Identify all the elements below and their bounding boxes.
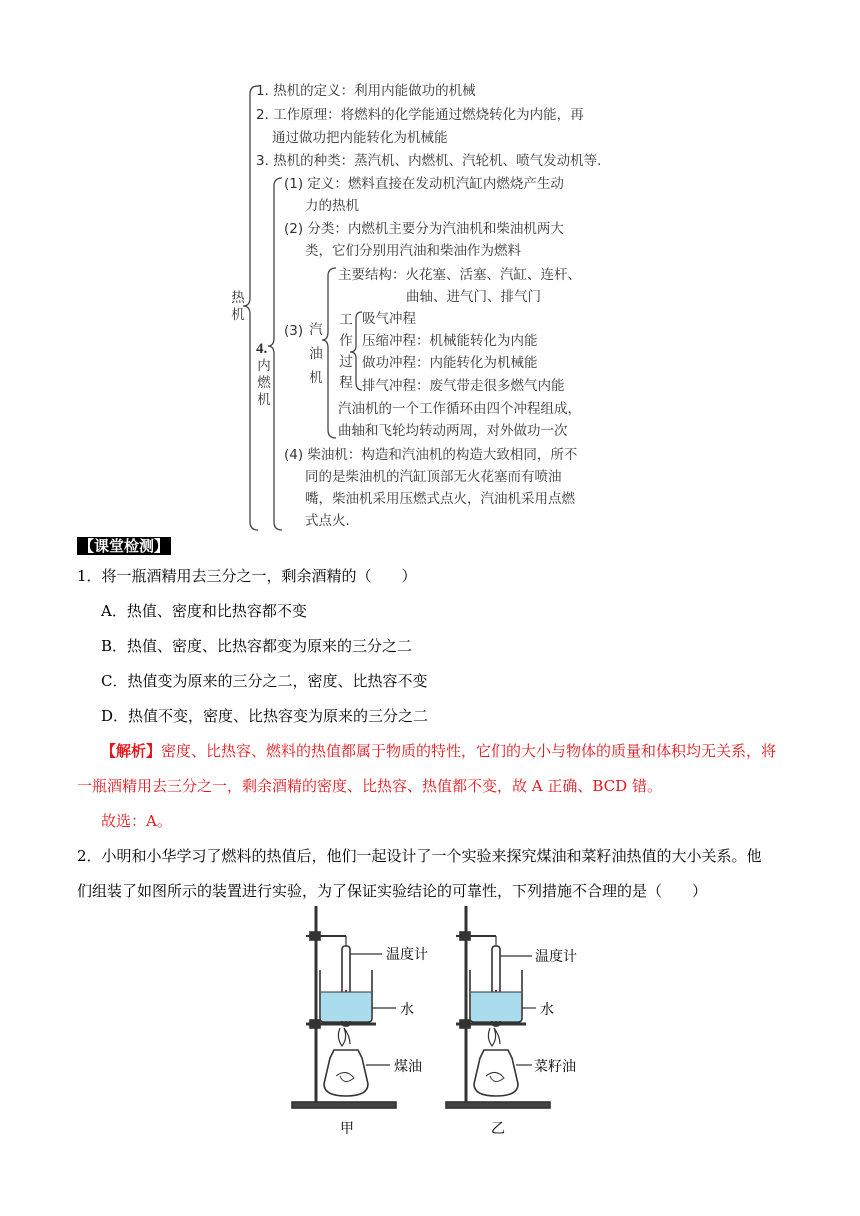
tree-item-3: 3. 热机的种类：蒸汽机、内燃机、汽轮机、喷气发动机等.	[256, 153, 602, 169]
q1-analysis-tag: 【解析】	[101, 742, 162, 760]
left-water	[321, 992, 371, 1021]
right-thermometer-label: 温度计	[535, 949, 577, 965]
structure-line-1: 主要结构：火花塞、活塞、汽缸、连杆、	[338, 267, 581, 283]
concept-tree-figure	[0, 0, 860, 540]
right-caption: 乙	[491, 1121, 505, 1137]
apparatus-drawing	[270, 900, 600, 1140]
q1-option-b: B．热值、密度、比热容都变为原来的三分之二	[101, 637, 413, 655]
q2-stem-line-1: 2．小明和小华学习了燃料的热值后，他们一起设计了一个实验来探究煤油和菜籽油热值的大小关系。他	[77, 847, 762, 865]
right-base	[446, 1102, 550, 1108]
tree-item-4-label: 内燃机	[257, 358, 271, 408]
left-caption: 甲	[340, 1121, 354, 1137]
tree-sub-3-number: (3)	[284, 323, 304, 339]
tree-sub-2-line-1: (2) 分类：内燃机主要分为汽油机和柴油机两大	[284, 221, 564, 237]
stroke-compression: 压缩冲程：机械能转化为内能	[362, 333, 538, 349]
tree-item-2-line-2: 通过做功把内能转化为机械能	[272, 130, 448, 146]
tree-sub-1-line-1: (1) 定义：燃料直接在发动机汽缸内燃烧产生动	[284, 176, 564, 192]
tree-item-2-line-1: 2. 工作原理：将燃料的化学能通过燃烧转化为内能，再	[256, 107, 584, 123]
structure-line-2: 曲轴、进气门、排气门	[406, 289, 541, 305]
tree-sub-4-line-3: 嘴，柴油机采用压燃式点火，汽油机采用点燃	[305, 491, 575, 507]
right-water	[471, 992, 521, 1021]
q1-analysis-line-2: 一瓶酒精用去三分之一，剩余酒精的密度、比热容、热值都不变，故 A 正确、BCD 错。	[77, 777, 662, 795]
petrol-brace	[322, 268, 336, 438]
q1-stem: 1．将一瓶酒精用去三分之一，剩余酒精的（ ）	[77, 567, 417, 585]
stroke-exhaust: 排气冲程：废气带走很多燃气内能	[362, 378, 565, 394]
cycle-line-2: 曲轴和飞轮均转动两周，对外做功一次	[338, 423, 568, 439]
tree-sub-2-line-2: 类，它们分别用汽油和柴油作为燃料	[305, 243, 521, 259]
q1-answer: 故选：A。	[101, 812, 172, 830]
section-heading	[77, 536, 171, 556]
q1-option-a: A．热值、密度和比热容都不变	[101, 602, 307, 620]
left-water-label: 水	[400, 1002, 414, 1018]
section-heading-text: 【课堂检测】	[79, 537, 170, 555]
tree-root-label: 热机	[231, 290, 245, 323]
right-apparatus	[446, 906, 550, 1108]
q2-stem-line-2: 们组装了如图所示的装置进行实验，为了保证实验结论的可靠性，下列措施不合理的是（ ）	[77, 882, 708, 900]
tree-sub-1-line-2: 力的热机	[305, 198, 359, 214]
q1-option-c: C．热值变为原来的三分之二，密度、比热容不变	[101, 672, 428, 690]
stroke-power: 做功冲程：内能转化为机械能	[362, 355, 538, 371]
right-water-label: 水	[540, 1002, 554, 1018]
ice-brace	[268, 178, 282, 530]
work-process-label: 工作过程	[339, 312, 353, 391]
tree-sub-4-line-2: 同的是柴油机的汽缸顶部无火花塞而有喷油	[305, 469, 562, 485]
q1-option-d: D．热值不变，密度、比热容变为原来的三分之二	[101, 707, 429, 725]
q1-analysis-line-1	[101, 741, 776, 761]
left-thermometer-label: 温度计	[386, 947, 428, 963]
stroke-intake: 吸气冲程	[362, 311, 416, 327]
tree-item-4-number: 4.	[256, 341, 268, 357]
left-fuel-label: 煤油	[394, 1059, 422, 1075]
tree-item-1: 1. 热机的定义：利用内能做功的机械	[256, 83, 476, 99]
tree-sub-4-line-4: 式点火.	[305, 513, 350, 529]
left-base	[292, 1102, 396, 1108]
experiment-figure	[270, 900, 600, 1140]
tree-sub-3-label: 汽油机	[309, 322, 323, 386]
tree-sub-4-line-1: (4) 柴油机：构造和汽油机的构造大致相同，所不	[284, 447, 578, 463]
right-fuel-label: 菜籽油	[534, 1059, 576, 1075]
q1-analysis-text-1: 密度、比热容、燃料的热值都属于物质的特性，它们的大小与物体的质量和体积均无关系，将	[161, 742, 777, 760]
left-apparatus	[292, 906, 396, 1108]
cycle-line-1: 汽油机的一个工作循环由四个冲程组成，	[338, 401, 581, 417]
